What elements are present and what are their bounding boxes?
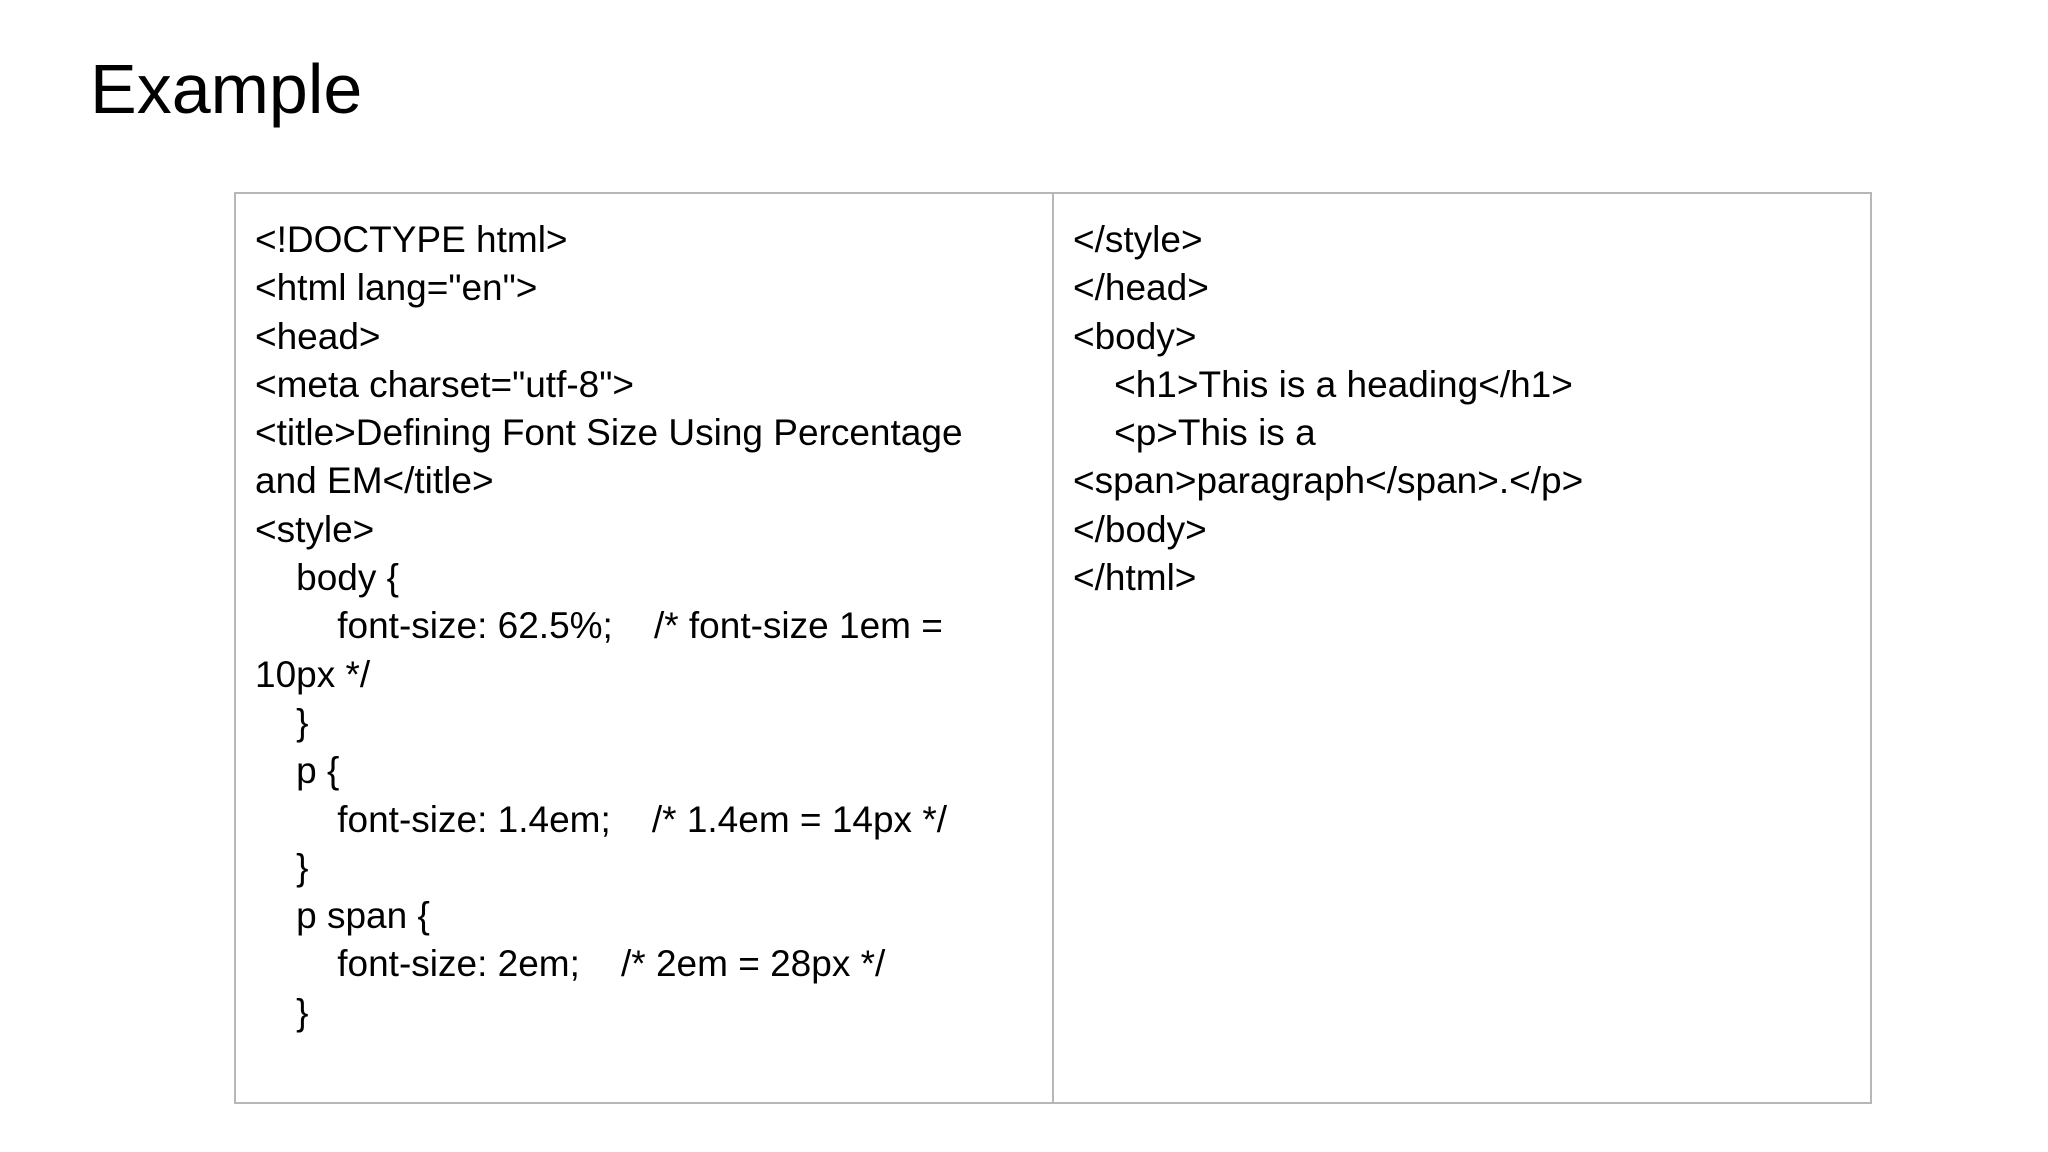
code-table <box>234 192 1872 1104</box>
code-line: </head> <box>1073 267 1209 309</box>
code-line: p span { <box>255 895 430 937</box>
code-line: font-size: 1.4em; /* 1.4em = 14px */ <box>255 798 948 840</box>
code-line: font-size: 2em; /* 2em = 28px */ <box>255 943 886 985</box>
code-line: <span>paragraph</span>.</p> <box>1073 460 1584 502</box>
code-line: and EM</title> <box>255 460 494 502</box>
code-line: <h1>This is a heading</h1> <box>1073 363 1573 405</box>
code-line: 10px */ <box>255 653 371 695</box>
code-line: <head> <box>255 315 381 357</box>
code-column-left <box>236 194 1052 1102</box>
code-line: font-size: 62.5%; /* font-size 1em = <box>255 605 943 647</box>
code-line: </body> <box>1073 508 1207 550</box>
code-line: } <box>255 991 309 1033</box>
code-line: p { <box>255 750 340 792</box>
code-line: <!DOCTYPE html> <box>255 219 568 260</box>
code-line: <meta charset="utf-8"> <box>255 363 634 405</box>
code-line: body { <box>255 557 399 599</box>
code-line: } <box>255 846 309 888</box>
slide-title: Example <box>90 50 363 128</box>
code-line: </html> <box>1073 557 1197 599</box>
code-line: </style> <box>1073 219 1203 260</box>
code-line: <style> <box>255 508 375 550</box>
code-line: <title>Defining Font Size Using Percentage <box>255 412 963 454</box>
code-line: <p>This is a <box>1073 412 1316 454</box>
code-line: } <box>255 701 309 743</box>
code-line: <body> <box>1073 315 1197 357</box>
code-column-right <box>1052 194 1870 1102</box>
code-line: <html lang="en"> <box>255 267 538 309</box>
